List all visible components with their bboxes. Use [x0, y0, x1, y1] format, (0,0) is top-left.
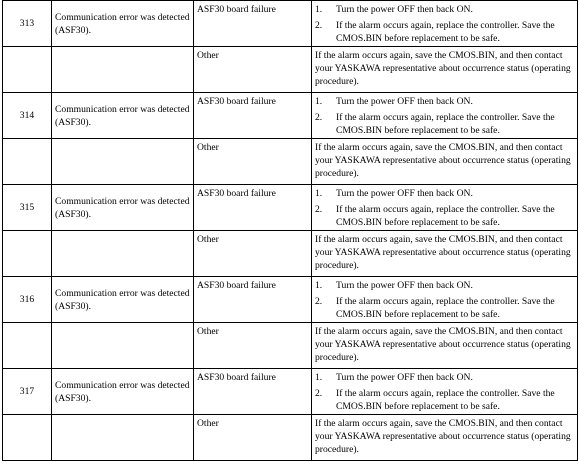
- remedy-other: If the alarm occurs again, save the CMOS.BIN, and then contact your YASKAWA representative about occurrence status (operating procedure).: [312, 231, 578, 277]
- empty-description-cell: [52, 415, 194, 461]
- step-text: If the alarm occurs again, replace the controller. Save the CMOS.BIN before replacement to be safe.: [336, 388, 555, 412]
- alarm-row-secondary: [3, 323, 578, 369]
- remedy-steps: [312, 93, 578, 139]
- step-number: 1.: [315, 372, 323, 383]
- alarm-row-secondary: [3, 139, 578, 185]
- alarm-row-primary: [3, 1, 578, 47]
- step-text: Turn the power OFF then back ON.: [336, 96, 473, 107]
- cause-other: Other: [194, 231, 312, 277]
- remedy-step-2: [315, 19, 574, 45]
- remedy-step-2: [315, 387, 574, 413]
- alarm-description: Communication error was detected (ASF30).: [52, 185, 194, 231]
- remedy-other: If the alarm occurs again, save the CMOS.BIN, and then contact your YASKAWA representative about occurrence status (operating procedure).: [312, 47, 578, 93]
- cause-other: Other: [194, 415, 312, 461]
- cause-other: Other: [194, 139, 312, 185]
- cause-other: Other: [194, 323, 312, 369]
- remedy-other: If the alarm occurs again, save the CMOS.BIN, and then contact your YASKAWA representative about occurrence status (operating procedure).: [312, 139, 578, 185]
- remedy-step-list: [315, 95, 574, 137]
- remedy-steps: [312, 1, 578, 47]
- step-number: 2.: [315, 204, 323, 215]
- cause-other: Other: [194, 47, 312, 93]
- remedy-other: If the alarm occurs again, save the CMOS.BIN, and then contact your YASKAWA representative about occurrence status (operating procedure).: [312, 323, 578, 369]
- alarm-description: Communication error was detected (ASF30).: [52, 1, 194, 47]
- alarm-row-primary: [3, 277, 578, 323]
- remedy-step-list: [315, 187, 574, 229]
- remedy-step-2: [315, 203, 574, 229]
- alarm-row-secondary: [3, 47, 578, 93]
- step-text: If the alarm occurs again, replace the controller. Save the CMOS.BIN before replacement to be safe.: [336, 20, 555, 44]
- step-text: If the alarm occurs again, replace the controller. Save the CMOS.BIN before replacement to be safe.: [336, 296, 555, 320]
- remedy-step-1: [315, 95, 574, 108]
- alarm-description: Communication error was detected (ASF30).: [52, 369, 194, 415]
- step-number: 2.: [315, 112, 323, 123]
- remedy-step-list: [315, 371, 574, 413]
- cause-board-failure: ASF30 board failure: [194, 277, 312, 323]
- cause-board-failure: ASF30 board failure: [194, 369, 312, 415]
- empty-description-cell: [52, 231, 194, 277]
- alarm-description: Communication error was detected (ASF30).: [52, 277, 194, 323]
- step-number: 2.: [315, 388, 323, 399]
- empty-description-cell: [52, 47, 194, 93]
- step-text: Turn the power OFF then back ON.: [336, 4, 473, 15]
- alarm-code: 314: [3, 93, 52, 139]
- alarm-code: 315: [3, 185, 52, 231]
- remedy-steps: [312, 369, 578, 415]
- empty-code-cell: [3, 47, 52, 93]
- step-number: 1.: [315, 188, 323, 199]
- empty-description-cell: [52, 139, 194, 185]
- step-number: 1.: [315, 96, 323, 107]
- cause-board-failure: ASF30 board failure: [194, 93, 312, 139]
- remedy-step-list: [315, 279, 574, 321]
- step-number: 2.: [315, 20, 323, 31]
- remedy-steps: [312, 185, 578, 231]
- remedy-step-2: [315, 111, 574, 137]
- alarm-code: 316: [3, 277, 52, 323]
- remedy-step-1: [315, 279, 574, 292]
- alarm-row-primary: [3, 93, 578, 139]
- step-text: If the alarm occurs again, replace the controller. Save the CMOS.BIN before replacement to be safe.: [336, 112, 555, 136]
- cause-board-failure: ASF30 board failure: [194, 1, 312, 47]
- step-number: 1.: [315, 280, 323, 291]
- empty-code-cell: [3, 231, 52, 277]
- step-number: 2.: [315, 296, 323, 307]
- step-text: Turn the power OFF then back ON.: [336, 372, 473, 383]
- remedy-step-1: [315, 187, 574, 200]
- alarm-table-body: [3, 1, 578, 461]
- empty-code-cell: [3, 415, 52, 461]
- step-text: Turn the power OFF then back ON.: [336, 280, 473, 291]
- remedy-step-1: [315, 371, 574, 384]
- step-number: 1.: [315, 4, 323, 15]
- alarm-row-secondary: [3, 415, 578, 461]
- remedy-steps: [312, 277, 578, 323]
- empty-code-cell: [3, 323, 52, 369]
- remedy-other: If the alarm occurs again, save the CMOS.BIN, and then contact your YASKAWA representative about occurrence status (operating procedure).: [312, 415, 578, 461]
- alarm-code: 317: [3, 369, 52, 415]
- alarm-description: Communication error was detected (ASF30).: [52, 93, 194, 139]
- step-text: If the alarm occurs again, replace the controller. Save the CMOS.BIN before replacement to be safe.: [336, 204, 555, 228]
- remedy-step-1: [315, 3, 574, 16]
- remedy-step-list: [315, 3, 574, 45]
- alarm-table: [2, 0, 578, 461]
- cause-board-failure: ASF30 board failure: [194, 185, 312, 231]
- remedy-step-2: [315, 295, 574, 321]
- empty-code-cell: [3, 139, 52, 185]
- alarm-row-primary: [3, 185, 578, 231]
- step-text: Turn the power OFF then back ON.: [336, 188, 473, 199]
- empty-description-cell: [52, 323, 194, 369]
- alarm-code: 313: [3, 1, 52, 47]
- alarm-row-primary: [3, 369, 578, 415]
- alarm-row-secondary: [3, 231, 578, 277]
